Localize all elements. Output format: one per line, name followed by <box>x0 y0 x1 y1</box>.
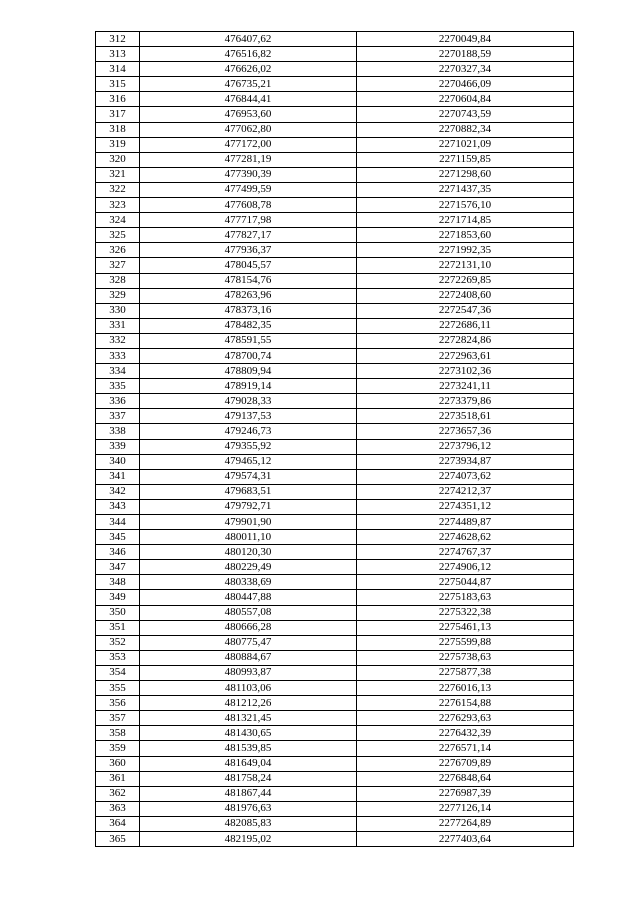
y-coordinate-cell: 2275738,63 <box>357 650 574 665</box>
table-row <box>96 590 574 605</box>
x-coordinate-cell: 479683,51 <box>140 484 357 499</box>
table-row <box>96 545 574 560</box>
y-coordinate-cell: 2271021,09 <box>357 137 574 152</box>
x-coordinate-cell: 477936,37 <box>140 243 357 258</box>
table-row <box>96 167 574 182</box>
y-coordinate-cell: 2276016,13 <box>357 681 574 696</box>
table-row <box>96 152 574 167</box>
x-coordinate-cell: 480447,88 <box>140 590 357 605</box>
y-coordinate-cell: 2270049,84 <box>357 32 574 47</box>
table-row <box>96 801 574 816</box>
point-number-cell: 342 <box>96 484 140 499</box>
table-row <box>96 726 574 741</box>
point-number-cell: 324 <box>96 213 140 228</box>
y-coordinate-cell: 2270188,59 <box>357 47 574 62</box>
x-coordinate-cell: 481539,85 <box>140 741 357 756</box>
x-coordinate-cell: 480120,30 <box>140 545 357 560</box>
point-number-cell: 314 <box>96 62 140 77</box>
y-coordinate-cell: 2276848,64 <box>357 771 574 786</box>
x-coordinate-cell: 477717,98 <box>140 213 357 228</box>
y-coordinate-cell: 2272686,11 <box>357 318 574 333</box>
x-coordinate-cell: 478482,35 <box>140 318 357 333</box>
table-row <box>96 318 574 333</box>
point-number-cell: 340 <box>96 454 140 469</box>
table-row <box>96 198 574 213</box>
y-coordinate-cell: 2273379,86 <box>357 394 574 409</box>
table-row <box>96 469 574 484</box>
table-row <box>96 515 574 530</box>
x-coordinate-cell: 478809,94 <box>140 364 357 379</box>
point-number-cell: 352 <box>96 635 140 650</box>
table-row <box>96 711 574 726</box>
y-coordinate-cell: 2275877,38 <box>357 665 574 680</box>
point-number-cell: 350 <box>96 605 140 620</box>
y-coordinate-cell: 2276293,63 <box>357 711 574 726</box>
x-coordinate-cell: 480666,28 <box>140 620 357 635</box>
point-number-cell: 322 <box>96 182 140 197</box>
point-number-cell: 357 <box>96 711 140 726</box>
point-number-cell: 351 <box>96 620 140 635</box>
y-coordinate-cell: 2271159,85 <box>357 152 574 167</box>
table-row <box>96 831 574 846</box>
x-coordinate-cell: 479355,92 <box>140 439 357 454</box>
point-number-cell: 325 <box>96 228 140 243</box>
point-number-cell: 312 <box>96 32 140 47</box>
x-coordinate-cell: 480338,69 <box>140 575 357 590</box>
point-number-cell: 361 <box>96 771 140 786</box>
x-coordinate-cell: 481103,06 <box>140 681 357 696</box>
point-number-cell: 323 <box>96 198 140 213</box>
point-number-cell: 348 <box>96 575 140 590</box>
table-row <box>96 137 574 152</box>
point-number-cell: 331 <box>96 318 140 333</box>
point-number-cell: 362 <box>96 786 140 801</box>
x-coordinate-cell: 476516,82 <box>140 47 357 62</box>
x-coordinate-cell: 481212,26 <box>140 696 357 711</box>
x-coordinate-cell: 478154,76 <box>140 273 357 288</box>
table-row <box>96 409 574 424</box>
point-number-cell: 345 <box>96 530 140 545</box>
y-coordinate-cell: 2274628,62 <box>357 530 574 545</box>
table-row <box>96 182 574 197</box>
y-coordinate-cell: 2272963,61 <box>357 348 574 363</box>
table-row <box>96 364 574 379</box>
x-coordinate-cell: 477281,19 <box>140 152 357 167</box>
y-coordinate-cell: 2274489,87 <box>357 515 574 530</box>
point-number-cell: 329 <box>96 288 140 303</box>
table-row <box>96 122 574 137</box>
point-number-cell: 347 <box>96 560 140 575</box>
table-row <box>96 771 574 786</box>
y-coordinate-cell: 2270882,34 <box>357 122 574 137</box>
y-coordinate-cell: 2276432,39 <box>357 726 574 741</box>
point-number-cell: 339 <box>96 439 140 454</box>
table-body <box>96 32 574 847</box>
point-number-cell: 316 <box>96 92 140 107</box>
table-row <box>96 650 574 665</box>
x-coordinate-cell: 481430,65 <box>140 726 357 741</box>
x-coordinate-cell: 481758,24 <box>140 771 357 786</box>
point-number-cell: 313 <box>96 47 140 62</box>
x-coordinate-cell: 479792,71 <box>140 499 357 514</box>
x-coordinate-cell: 477499,59 <box>140 182 357 197</box>
y-coordinate-cell: 2273102,36 <box>357 364 574 379</box>
point-number-cell: 353 <box>96 650 140 665</box>
table-row <box>96 635 574 650</box>
x-coordinate-cell: 481867,44 <box>140 786 357 801</box>
y-coordinate-cell: 2270327,34 <box>357 62 574 77</box>
table-row <box>96 741 574 756</box>
point-number-cell: 365 <box>96 831 140 846</box>
table-row <box>96 560 574 575</box>
point-number-cell: 364 <box>96 816 140 831</box>
point-number-cell: 349 <box>96 590 140 605</box>
x-coordinate-cell: 482195,02 <box>140 831 357 846</box>
point-number-cell: 319 <box>96 137 140 152</box>
y-coordinate-cell: 2276154,88 <box>357 696 574 711</box>
y-coordinate-cell: 2277264,89 <box>357 816 574 831</box>
table-row <box>96 575 574 590</box>
table-row <box>96 530 574 545</box>
point-number-cell: 354 <box>96 665 140 680</box>
point-number-cell: 330 <box>96 303 140 318</box>
coordinates-table <box>95 31 574 847</box>
point-number-cell: 333 <box>96 348 140 363</box>
table-row <box>96 107 574 122</box>
x-coordinate-cell: 481321,45 <box>140 711 357 726</box>
table-row <box>96 439 574 454</box>
x-coordinate-cell: 481976,63 <box>140 801 357 816</box>
x-coordinate-cell: 479574,31 <box>140 469 357 484</box>
x-coordinate-cell: 479901,90 <box>140 515 357 530</box>
y-coordinate-cell: 2271992,35 <box>357 243 574 258</box>
table-row <box>96 47 574 62</box>
point-number-cell: 363 <box>96 801 140 816</box>
y-coordinate-cell: 2273241,11 <box>357 379 574 394</box>
point-number-cell: 328 <box>96 273 140 288</box>
x-coordinate-cell: 476735,21 <box>140 77 357 92</box>
point-number-cell: 318 <box>96 122 140 137</box>
x-coordinate-cell: 479137,53 <box>140 409 357 424</box>
y-coordinate-cell: 2273796,12 <box>357 439 574 454</box>
point-number-cell: 335 <box>96 379 140 394</box>
point-number-cell: 355 <box>96 681 140 696</box>
x-coordinate-cell: 476407,62 <box>140 32 357 47</box>
table-row <box>96 620 574 635</box>
table-row <box>96 681 574 696</box>
y-coordinate-cell: 2274212,37 <box>357 484 574 499</box>
point-number-cell: 334 <box>96 364 140 379</box>
y-coordinate-cell: 2272408,60 <box>357 288 574 303</box>
table-row <box>96 62 574 77</box>
point-number-cell: 343 <box>96 499 140 514</box>
x-coordinate-cell: 477172,00 <box>140 137 357 152</box>
table-row <box>96 258 574 273</box>
y-coordinate-cell: 2277126,14 <box>357 801 574 816</box>
point-number-cell: 336 <box>96 394 140 409</box>
table-row <box>96 243 574 258</box>
table-row <box>96 92 574 107</box>
y-coordinate-cell: 2272269,85 <box>357 273 574 288</box>
table-row <box>96 816 574 831</box>
point-number-cell: 338 <box>96 424 140 439</box>
y-coordinate-cell: 2272547,36 <box>357 303 574 318</box>
x-coordinate-cell: 480557,08 <box>140 605 357 620</box>
table-row <box>96 303 574 318</box>
y-coordinate-cell: 2273657,36 <box>357 424 574 439</box>
x-coordinate-cell: 478373,16 <box>140 303 357 318</box>
table-row <box>96 228 574 243</box>
table-row <box>96 333 574 348</box>
table-row <box>96 499 574 514</box>
y-coordinate-cell: 2271853,60 <box>357 228 574 243</box>
point-number-cell: 359 <box>96 741 140 756</box>
y-coordinate-cell: 2270604,84 <box>357 92 574 107</box>
x-coordinate-cell: 480993,87 <box>140 665 357 680</box>
table-row <box>96 213 574 228</box>
x-coordinate-cell: 482085,83 <box>140 816 357 831</box>
x-coordinate-cell: 478919,14 <box>140 379 357 394</box>
table-row <box>96 379 574 394</box>
y-coordinate-cell: 2272824,86 <box>357 333 574 348</box>
x-coordinate-cell: 479465,12 <box>140 454 357 469</box>
y-coordinate-cell: 2271576,10 <box>357 198 574 213</box>
y-coordinate-cell: 2270466,09 <box>357 77 574 92</box>
y-coordinate-cell: 2276709,89 <box>357 756 574 771</box>
x-coordinate-cell: 480884,67 <box>140 650 357 665</box>
table-row <box>96 484 574 499</box>
x-coordinate-cell: 477390,39 <box>140 167 357 182</box>
y-coordinate-cell: 2273518,61 <box>357 409 574 424</box>
x-coordinate-cell: 476844,41 <box>140 92 357 107</box>
x-coordinate-cell: 478591,55 <box>140 333 357 348</box>
point-number-cell: 346 <box>96 545 140 560</box>
x-coordinate-cell: 478263,96 <box>140 288 357 303</box>
table-row <box>96 786 574 801</box>
x-coordinate-cell: 477827,17 <box>140 228 357 243</box>
y-coordinate-cell: 2274906,12 <box>357 560 574 575</box>
table-row <box>96 32 574 47</box>
x-coordinate-cell: 478700,74 <box>140 348 357 363</box>
y-coordinate-cell: 2275461,13 <box>357 620 574 635</box>
point-number-cell: 360 <box>96 756 140 771</box>
y-coordinate-cell: 2271298,60 <box>357 167 574 182</box>
point-number-cell: 332 <box>96 333 140 348</box>
x-coordinate-cell: 479028,33 <box>140 394 357 409</box>
x-coordinate-cell: 480775,47 <box>140 635 357 650</box>
y-coordinate-cell: 2275599,88 <box>357 635 574 650</box>
y-coordinate-cell: 2274073,62 <box>357 469 574 484</box>
x-coordinate-cell: 476626,02 <box>140 62 357 77</box>
y-coordinate-cell: 2275322,38 <box>357 605 574 620</box>
y-coordinate-cell: 2272131,10 <box>357 258 574 273</box>
y-coordinate-cell: 2277403,64 <box>357 831 574 846</box>
point-number-cell: 327 <box>96 258 140 273</box>
point-number-cell: 337 <box>96 409 140 424</box>
x-coordinate-cell: 477608,78 <box>140 198 357 213</box>
table-row <box>96 454 574 469</box>
table-row <box>96 348 574 363</box>
y-coordinate-cell: 2270743,59 <box>357 107 574 122</box>
table-row <box>96 424 574 439</box>
x-coordinate-cell: 479246,73 <box>140 424 357 439</box>
table-row <box>96 756 574 771</box>
point-number-cell: 320 <box>96 152 140 167</box>
y-coordinate-cell: 2276571,14 <box>357 741 574 756</box>
point-number-cell: 356 <box>96 696 140 711</box>
table-row <box>96 696 574 711</box>
x-coordinate-cell: 478045,57 <box>140 258 357 273</box>
y-coordinate-cell: 2274767,37 <box>357 545 574 560</box>
y-coordinate-cell: 2273934,87 <box>357 454 574 469</box>
point-number-cell: 326 <box>96 243 140 258</box>
table-row <box>96 273 574 288</box>
y-coordinate-cell: 2274351,12 <box>357 499 574 514</box>
x-coordinate-cell: 481649,04 <box>140 756 357 771</box>
point-number-cell: 344 <box>96 515 140 530</box>
y-coordinate-cell: 2271437,35 <box>357 182 574 197</box>
point-number-cell: 317 <box>96 107 140 122</box>
y-coordinate-cell: 2275044,87 <box>357 575 574 590</box>
point-number-cell: 341 <box>96 469 140 484</box>
table-row <box>96 288 574 303</box>
point-number-cell: 321 <box>96 167 140 182</box>
table-row <box>96 394 574 409</box>
x-coordinate-cell: 480229,49 <box>140 560 357 575</box>
y-coordinate-cell: 2276987,39 <box>357 786 574 801</box>
x-coordinate-cell: 477062,80 <box>140 122 357 137</box>
table-row <box>96 77 574 92</box>
table-row <box>96 605 574 620</box>
x-coordinate-cell: 480011,10 <box>140 530 357 545</box>
y-coordinate-cell: 2271714,85 <box>357 213 574 228</box>
point-number-cell: 358 <box>96 726 140 741</box>
x-coordinate-cell: 476953,60 <box>140 107 357 122</box>
table-row <box>96 665 574 680</box>
y-coordinate-cell: 2275183,63 <box>357 590 574 605</box>
point-number-cell: 315 <box>96 77 140 92</box>
